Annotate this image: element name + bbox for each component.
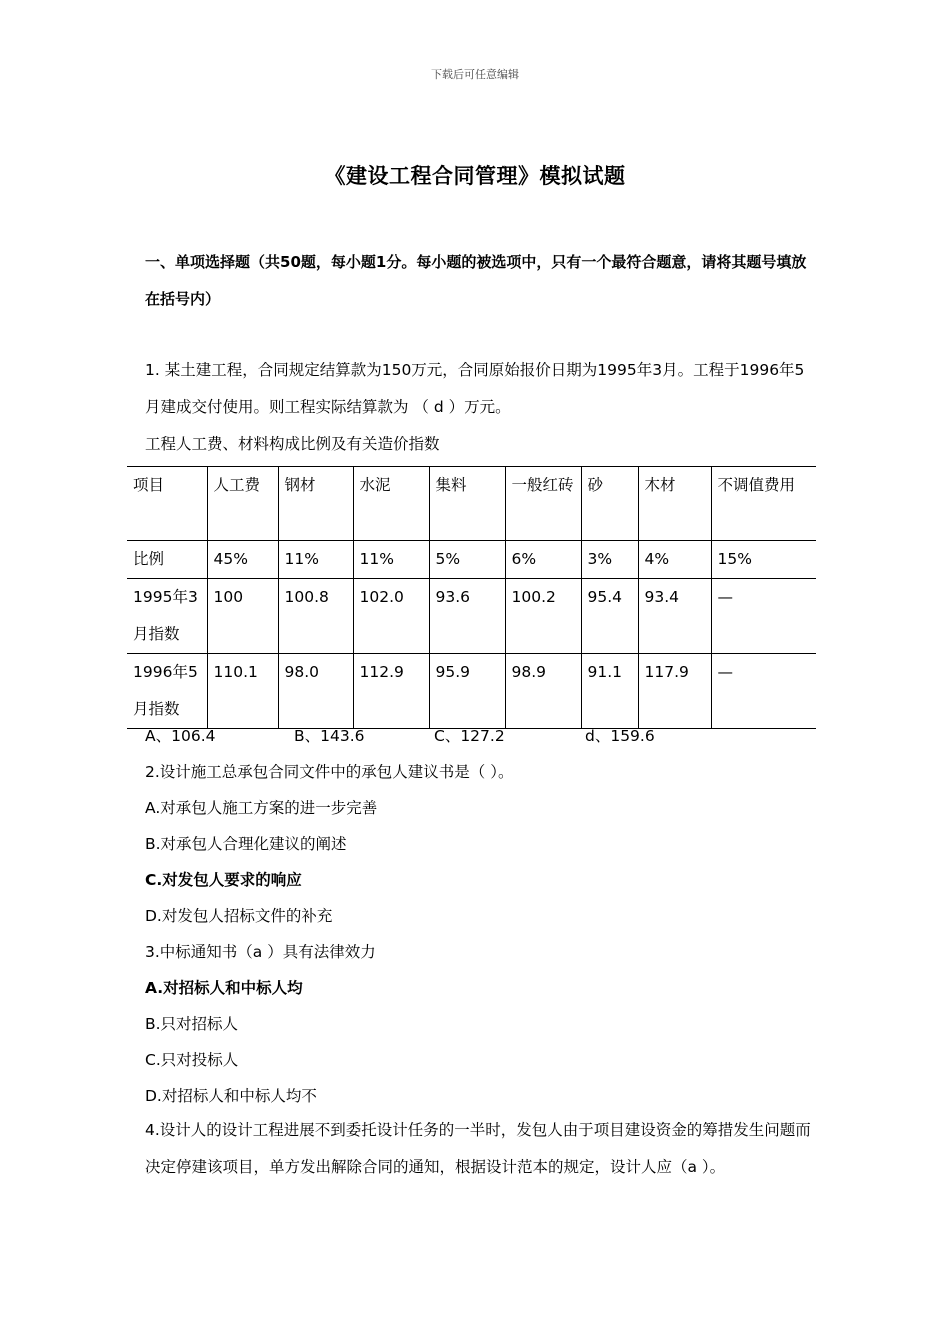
question-2-text: 2.设计施工总承包合同文件中的承包人建议书是（ ）。 — [145, 763, 514, 781]
table-caption: 工程人工费、材料构成比例及有关造价指数 — [145, 435, 440, 453]
table-cell: 93.6 — [429, 579, 505, 654]
table-cell: 45% — [207, 541, 278, 579]
table-cell: 112.9 — [353, 654, 429, 729]
table-cell: 1995年3月指数 — [127, 579, 207, 654]
table-cell: 102.0 — [353, 579, 429, 654]
table-cell: 1996年5月指数 — [127, 654, 207, 729]
q3-option-c: C.只对投标人 — [145, 1051, 239, 1069]
table-cell: 100.8 — [278, 579, 353, 654]
table-cell: 93.4 — [638, 579, 711, 654]
table-header-cell: 人工费 — [207, 467, 278, 541]
table-cell: 3% — [581, 541, 638, 579]
table-cell: 比例 — [127, 541, 207, 579]
table-cell: 15% — [711, 541, 816, 579]
table-header-cell: 木材 — [638, 467, 711, 541]
table-cell: 100.2 — [505, 579, 581, 654]
question-4-text: 4.设计人的设计工程进展不到委托设计任务的一半时，发包人由于项目建设资金的筹措发生问题而决定停建该项目，单方发出解除合同的通知，根据设计范本的规定，设计人应（a ）。 — [145, 1121, 811, 1176]
q1-option-c: C、127.2 — [434, 727, 505, 745]
table-cell: 95.9 — [429, 654, 505, 729]
table-header-cell: 一般红砖 — [505, 467, 581, 541]
table-row — [127, 579, 816, 654]
table-cell: 11% — [353, 541, 429, 579]
table-row — [127, 654, 816, 729]
table-cell: 91.1 — [581, 654, 638, 729]
table-row — [127, 541, 816, 579]
table-cell: — — [711, 654, 816, 729]
section-heading: 一、单项选择题（共50题，每小题1分。每小题的被选项中，只有一个最符合题意，请将其题号填放在括号内） — [145, 253, 807, 308]
document-title: 《建设工程合同管理》模拟试题 — [324, 164, 626, 188]
question-3-text: 3.中标通知书（a ）具有法律效力 — [145, 943, 376, 961]
q2-option-d: D.对发包人招标文件的补充 — [145, 907, 333, 925]
q2-option-b: B.对承包人合理化建议的阐述 — [145, 835, 347, 853]
table-header-cell: 钢材 — [278, 467, 353, 541]
q3-option-d: D.对招标人和中标人均不 — [145, 1087, 317, 1105]
table-cell: 100 — [207, 579, 278, 654]
q1-option-b: B、143.6 — [294, 727, 365, 745]
question-1-text: 1. 某土建工程，合同规定结算款为150万元，合同原始报价日期为1995年3月。工程于1996年5月建成交付使用。则工程实际结算款为 （ d ）万元。 — [145, 361, 805, 416]
q2-option-a: A.对承包人施工方案的进一步完善 — [145, 799, 378, 817]
table-cell: 11% — [278, 541, 353, 579]
q1-option-d: d、159.6 — [585, 727, 655, 745]
table-cell: 95.4 — [581, 579, 638, 654]
table-cell: 4% — [638, 541, 711, 579]
table-cell: 110.1 — [207, 654, 278, 729]
table-cell: 98.9 — [505, 654, 581, 729]
table-header-cell: 不调值费用 — [711, 467, 816, 541]
table-header-cell: 项目 — [127, 467, 207, 541]
table-header-cell: 砂 — [581, 467, 638, 541]
table-header-cell: 集料 — [429, 467, 505, 541]
table-cell: 6% — [505, 541, 581, 579]
q2-option-c: C.对发包人要求的响应 — [145, 871, 302, 889]
price-index-table — [127, 466, 816, 729]
table-cell: — — [711, 579, 816, 654]
table-cell: 5% — [429, 541, 505, 579]
table-header-row — [127, 467, 816, 541]
q3-option-a: A.对招标人和中标人均 — [145, 979, 303, 997]
table-header-cell: 水泥 — [353, 467, 429, 541]
q3-option-b: B.只对招标人 — [145, 1015, 239, 1033]
table-cell: 117.9 — [638, 654, 711, 729]
q1-option-a: A、106.4 — [145, 727, 216, 745]
table-cell: 98.0 — [278, 654, 353, 729]
header-note: 下载后可任意编辑 — [431, 68, 519, 81]
